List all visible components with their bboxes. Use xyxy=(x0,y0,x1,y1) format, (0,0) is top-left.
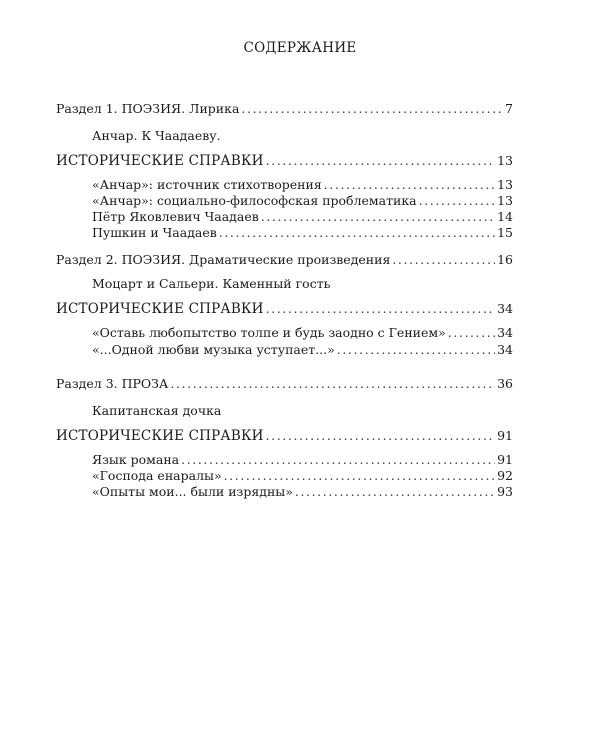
toc-page-number: 13 xyxy=(497,177,513,192)
dot-leader xyxy=(181,452,495,468)
page-title: СОДЕРЖАНИЕ xyxy=(243,40,357,56)
toc-entry-historical-3[interactable] xyxy=(56,428,513,444)
toc-page-number: 36 xyxy=(497,376,513,391)
dot-leader xyxy=(295,484,495,500)
dot-leader xyxy=(219,225,495,241)
dot-leader xyxy=(241,101,503,117)
toc-entry[interactable] xyxy=(92,484,513,500)
dot-leader xyxy=(324,177,495,193)
toc-page-number: 34 xyxy=(497,301,513,316)
toc-page-number: 14 xyxy=(497,209,513,224)
toc-label: Раздел 1. ПОЭЗИЯ. Лирика xyxy=(56,101,240,116)
toc-page-number: 13 xyxy=(497,153,513,168)
dot-leader xyxy=(448,325,495,341)
toc-label: ИСТОРИЧЕСКИЕ СПРАВКИ xyxy=(56,153,264,169)
toc-entry[interactable] xyxy=(92,225,513,241)
toc-works-section-2: Моцарт и Сальери. Каменный гость xyxy=(92,276,331,291)
toc-entry-section-1[interactable] xyxy=(56,101,513,117)
toc-label: Раздел 3. ПРОЗА xyxy=(56,376,169,391)
toc-page-number: 16 xyxy=(497,252,513,267)
toc-label: «Анчар»: источник стихотворения xyxy=(92,177,322,192)
toc-entry[interactable] xyxy=(92,452,513,468)
toc-page-number: 92 xyxy=(497,468,513,483)
toc-entry-historical-2[interactable] xyxy=(56,301,513,317)
toc-page-number: 91 xyxy=(497,428,513,443)
dot-leader xyxy=(337,342,495,358)
toc-page-number: 7 xyxy=(505,101,513,116)
toc-label: Язык романа xyxy=(92,452,180,467)
toc-label: «Анчар»: социально-философская проблематика xyxy=(92,193,417,208)
toc-label: «Господа енаралы» xyxy=(92,468,222,483)
toc-entry[interactable] xyxy=(92,177,513,193)
toc-label: Пушкин и Чаадаев xyxy=(92,225,217,240)
dot-leader xyxy=(170,376,495,392)
toc-page-number: 13 xyxy=(497,193,513,208)
toc-page-number: 15 xyxy=(497,225,513,240)
toc-label: ИСТОРИЧЕСКИЕ СПРАВКИ xyxy=(56,428,264,444)
toc-entry[interactable] xyxy=(92,193,513,209)
dot-leader xyxy=(261,209,495,225)
dot-leader xyxy=(266,301,496,317)
toc-page-number: 34 xyxy=(497,342,513,357)
toc-page-number: 93 xyxy=(497,484,513,499)
toc-page-number: 91 xyxy=(497,452,513,467)
toc-label: Раздел 2. ПОЭЗИЯ. Драматические произведения xyxy=(56,252,391,267)
toc-entry-section-3[interactable] xyxy=(56,376,513,392)
toc-label: Пётр Яковлевич Чаадаев xyxy=(92,209,259,224)
dot-leader xyxy=(392,252,495,268)
dot-leader xyxy=(266,428,496,444)
toc-entry[interactable] xyxy=(92,468,513,484)
toc-entry[interactable] xyxy=(92,209,513,225)
toc-entry[interactable] xyxy=(92,325,513,341)
toc-entry-historical-1[interactable] xyxy=(56,153,513,169)
toc-works-section-1: Анчар. К Чаадаеву. xyxy=(92,128,221,143)
dot-leader xyxy=(419,193,495,209)
toc-entry-section-2[interactable] xyxy=(56,252,513,268)
dot-leader xyxy=(224,468,495,484)
toc-label: «...Одной любви музыка уступает...» xyxy=(92,342,335,357)
toc-label: «Опыты мои... были изрядны» xyxy=(92,484,293,499)
toc-entry[interactable] xyxy=(92,342,513,358)
toc-page-number: 34 xyxy=(497,325,513,340)
toc-label: «Оставь любопытство толпе и будь заодно с Гением» xyxy=(92,325,446,340)
toc-label: ИСТОРИЧЕСКИЕ СПРАВКИ xyxy=(56,301,264,317)
toc-works-section-3: Капитанская дочка xyxy=(92,403,222,418)
dot-leader xyxy=(266,153,496,169)
